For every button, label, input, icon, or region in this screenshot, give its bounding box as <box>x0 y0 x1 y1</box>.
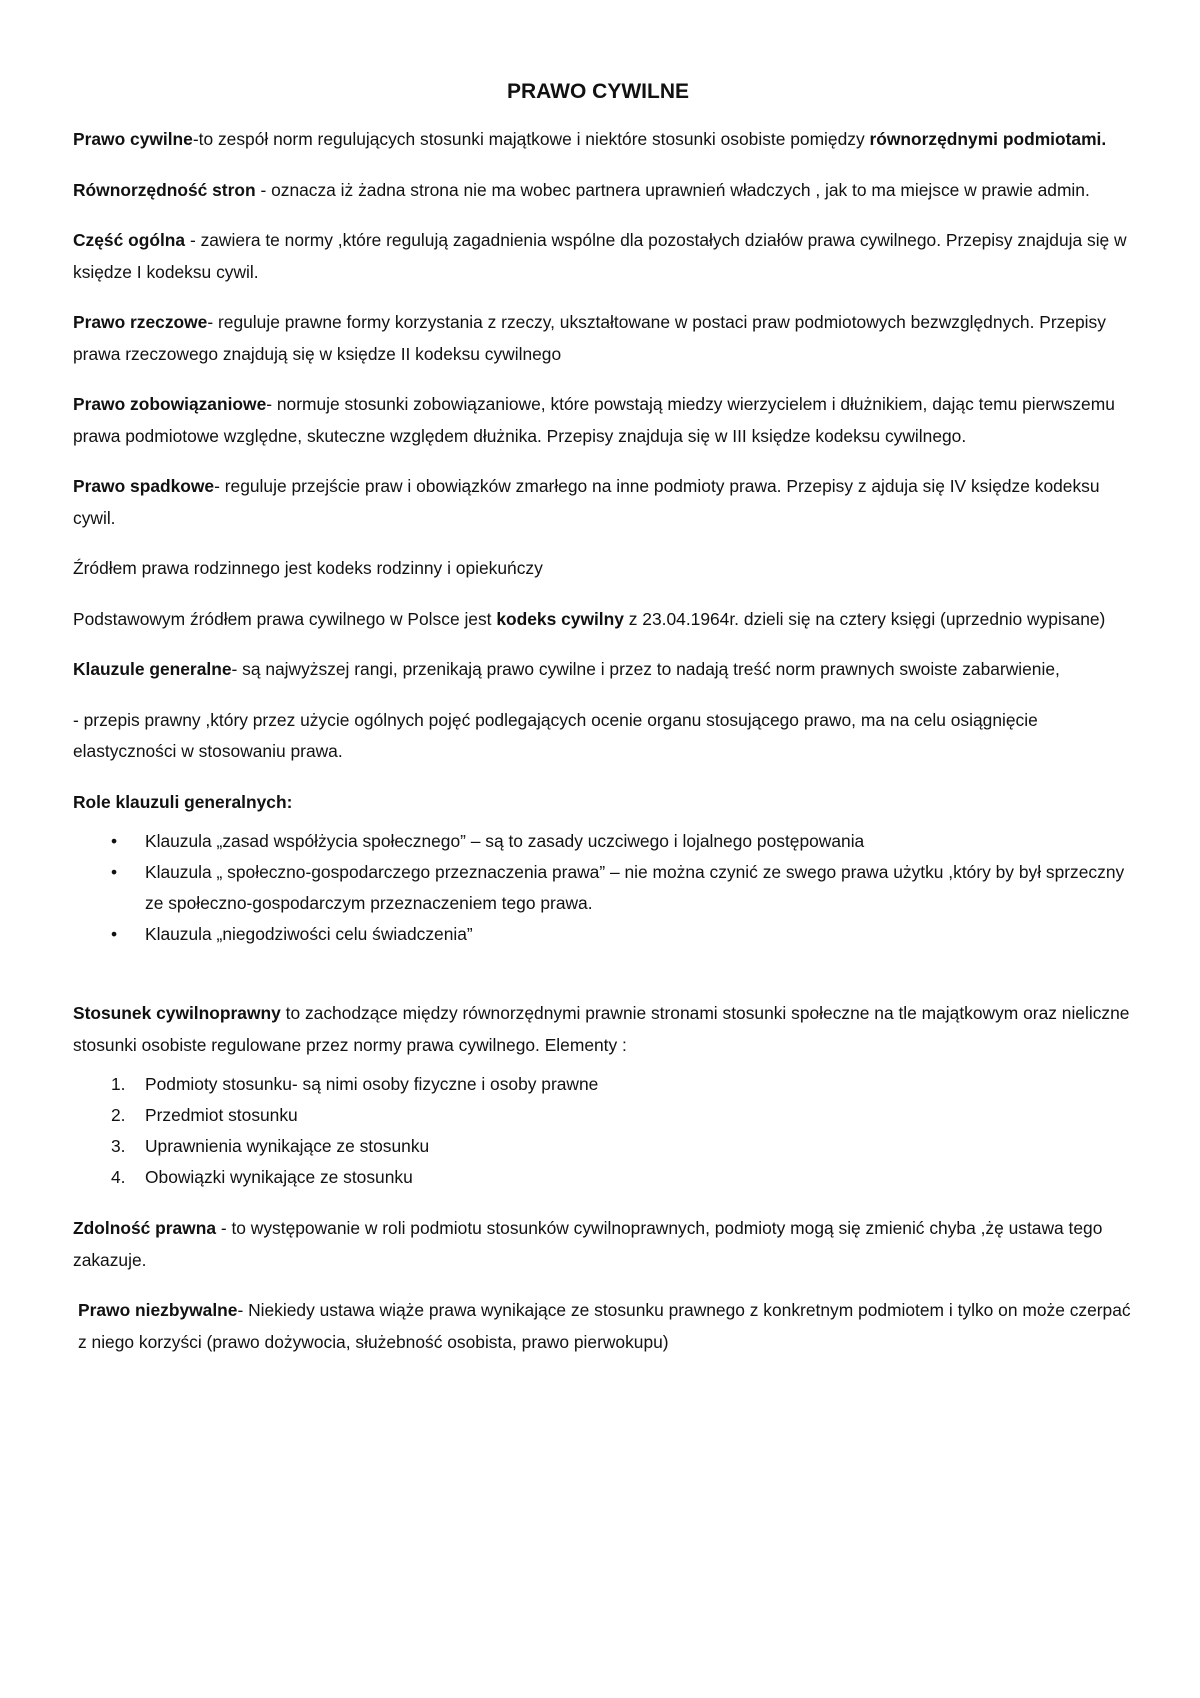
paragraph-klauzule-generalne <box>73 654 1133 686</box>
paragraph-prawo-cywilne <box>73 124 1133 156</box>
paragraph-text: - reguluje prawne formy korzystania z rzeczy, ukształtowane w postaci praw podmiotowych bezwzględnych. Przepisy prawa rzeczowego znajdują się w księdze II kodeksu cywilnego <box>73 312 1106 364</box>
numbered-list <box>73 1069 1133 1193</box>
bullet-list <box>73 826 1133 950</box>
term: Część ogólna <box>73 230 186 250</box>
document-page <box>73 72 1133 1377</box>
list-item <box>73 1100 1133 1131</box>
list-item-text: Klauzula „niegodziwości celu świadczenia” <box>145 924 473 944</box>
document-title: PRAWO CYWILNE <box>507 80 689 103</box>
number-marker: 1. <box>111 1074 126 1094</box>
paragraph-text: - Niekiedy ustawa wiąże prawa wynikające ze stosunku prawnego z konkretnym podmiotem i tylko on może czerpać z niego korzyści (prawo dożywocia, służebność osobista, prawo pierwokupu) <box>78 1300 1131 1352</box>
paragraph-prawo-rzeczowe <box>73 307 1133 370</box>
paragraph-kodeks-cywilny <box>73 604 1133 636</box>
term: Klauzule generalne <box>73 659 232 679</box>
term: Role klauzuli generalnych: <box>73 791 293 812</box>
list-item <box>73 857 1133 919</box>
paragraph-prawo-zobowiazaniowe <box>73 389 1133 452</box>
paragraph-rownorzednosc-stron <box>73 175 1133 207</box>
number-marker: 4. <box>111 1167 126 1187</box>
term: Prawo zobowiązaniowe <box>73 394 267 414</box>
paragraph-text: - oznacza iż żadna strona nie ma wobec partnera uprawnień władczych , jak to ma miejsce w prawie admin. <box>255 179 1090 200</box>
term: Równorzędność stron <box>73 179 256 200</box>
number-marker: 3. <box>111 1136 126 1156</box>
paragraph-prawo-spadkowe <box>73 471 1133 534</box>
paragraph-text: to zachodzące między równorzędnymi prawnie stronami stosunki społeczne na tle majątkowym oraz nieliczne stosunki osobiste regulowane przez normy prawa cywilnego. Elementy : <box>73 1003 1130 1055</box>
list-item-text: Klauzula „ społeczno-gospodarczego przeznaczenia prawa” – nie można czynić ze swego prawa użytku ,który by był sprzeczny ze społeczno-gospodarczym przeznaczeniem tego prawa. <box>145 862 1125 913</box>
paragraph-text: - to występowanie w roli podmiotu stosunków cywilnoprawnych, podmioty mogą się zmienić chyba ,żę ustawa tego zakazuje. <box>73 1218 1103 1270</box>
term: kodeks cywilny <box>496 608 624 629</box>
paragraph-czesc-ogolna <box>73 225 1133 288</box>
number-marker: 2. <box>111 1105 126 1125</box>
paragraph-zdolnosc-prawna <box>73 1213 1133 1276</box>
list-item-text: Klauzula „zasad współżycia społecznego” – są to zasady uczciwego i lojalnego postępowania <box>145 831 865 851</box>
term: Prawo niezbywalne <box>78 1300 238 1320</box>
paragraph-text: - zawiera te normy ,które regulują zagadnienia wspólne dla pozostałych działów prawa cywilnego. Przepisy znajduja się w księdze I kodeksu cywil. <box>73 230 1127 282</box>
bullet-marker: • <box>111 862 118 882</box>
list-item-text: Podmioty stosunku- są nimi osoby fizyczne i osoby prawne <box>145 1074 599 1094</box>
list-item <box>73 1069 1133 1100</box>
term: równorzędnymi podmiotami. <box>869 129 1107 149</box>
term: Prawo cywilne <box>73 129 193 149</box>
bullet-marker: • <box>111 831 118 851</box>
list-item-text: Uprawnienia wynikające ze stosunku <box>145 1136 430 1156</box>
paragraph-text: - normuje stosunki zobowiązaniowe, które powstają miedzy wierzycielem i dłużnikiem, dając temu pierwszemu prawa podmiotowe względne, skuteczne względem dłużnika. Przepisy znajduja się w III księdze kodeksu cywilnego. <box>73 394 1115 446</box>
paragraph-text: - są najwyższej rangi, przenikają prawo cywilne i przez to nadają treść norm prawnych swoiste zabarwienie, <box>231 659 1060 679</box>
paragraph-text: Podstawowym źródłem prawa cywilnego w Polsce jest <box>73 608 497 629</box>
list-item-text: Przedmiot stosunku <box>145 1105 298 1125</box>
paragraph-stosunek-cywilnoprawny <box>73 998 1133 1061</box>
list-item <box>73 826 1133 857</box>
bullet-marker: • <box>111 924 118 944</box>
list-item <box>73 919 1133 950</box>
list-item <box>73 1162 1133 1193</box>
term: Zdolność prawna <box>73 1218 217 1238</box>
paragraph-text: - reguluje przejście praw i obowiązków zmarłego na inne podmioty prawa. Przepisy z ajduja się IV księdze kodeksu cywil. <box>73 476 1100 528</box>
paragraph-prawo-rodzinne: Źródłem prawa rodzinnego jest kodeks rodzinny i opiekuńczy <box>73 558 543 578</box>
paragraph-text: -to zespół norm regulujących stosunki majątkowe i niektóre stosunki osobiste pomiędzy <box>192 129 870 149</box>
list-item-text: Obowiązki wynikające ze stosunku <box>145 1167 413 1187</box>
term: Prawo rzeczowe <box>73 312 208 332</box>
paragraph-prawo-niezbywalne <box>73 1295 1133 1358</box>
term: Prawo spadkowe <box>73 476 215 496</box>
paragraph-przepis-prawny: - przepis prawny ,który przez użycie ogólnych pojęć podlegających ocenie organu stosującego prawo, ma na celu osiągnięcie elastyczności w stosowaniu prawa. <box>73 709 1038 761</box>
list-item <box>73 1131 1133 1162</box>
paragraph-role-klauzuli <box>73 787 1133 819</box>
term: Stosunek cywilnoprawny <box>73 1003 281 1023</box>
paragraph-text: z 23.04.1964r. dzieli się na cztery księgi (uprzednio wypisane) <box>623 608 1106 629</box>
